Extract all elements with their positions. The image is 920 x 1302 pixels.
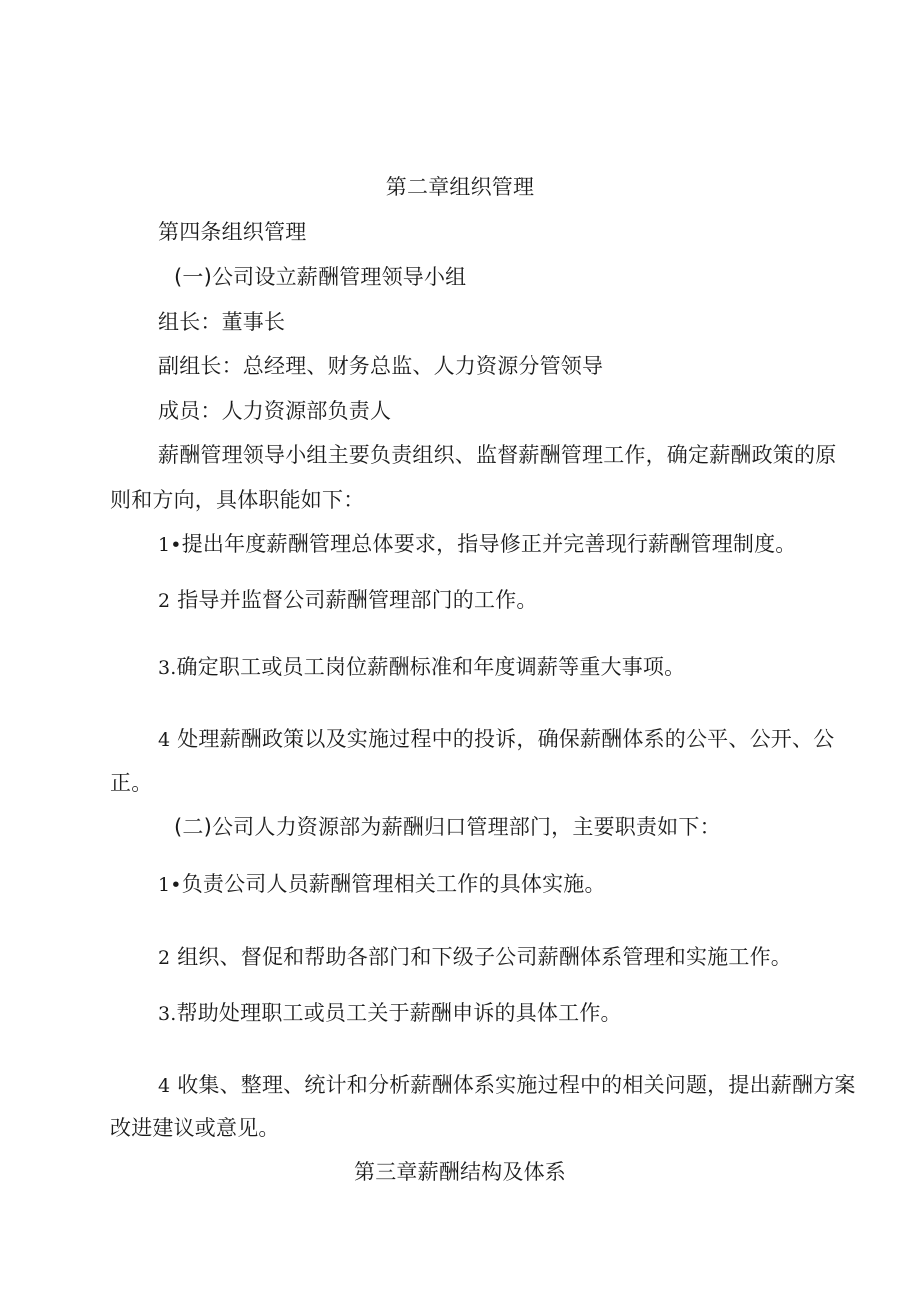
- section-1-heading: (一)公司设立薪酬管理领导小组: [174, 265, 467, 289]
- item-number: 3.: [158, 657, 177, 679]
- list-item: [158, 724, 834, 755]
- item-number: 1•: [158, 874, 182, 896]
- list-item: [158, 942, 792, 973]
- deputy-leader-line: 副组长：总经理、财务总监、人力资源分管领导: [158, 354, 604, 378]
- intro-paragraph-line-2: 则和方向，具体职能如下：: [110, 488, 365, 512]
- chapter-2-title: 第二章组织管理: [385, 175, 535, 199]
- item-number: 2: [158, 947, 171, 969]
- item-number: 4: [158, 729, 171, 751]
- item-text: 组织、督促和帮助各部门和下级子公司薪酬体系管理和实施工作。: [177, 945, 792, 969]
- list-item-continuation: 正。: [110, 771, 153, 795]
- list-item: [158, 529, 797, 560]
- article-4-title: 第四条组织管理: [158, 220, 307, 244]
- list-item: [158, 1070, 856, 1101]
- item-text: 负责公司人员薪酬管理相关工作的具体实施。: [181, 872, 606, 896]
- item-number: 2: [158, 590, 171, 612]
- section-2-heading: (二)公司人力资源部为薪酬归口管理部门，主要职责如下：: [174, 815, 721, 839]
- intro-paragraph-line-1: 薪酬管理领导小组主要负责组织、监督薪酬管理工作，确定薪酬政策的原: [158, 443, 837, 467]
- list-item: [158, 869, 606, 900]
- item-text: 指导并监督公司薪酬管理部门的工作。: [177, 588, 538, 612]
- chapter-3-title: 第三章薪酬结构及体系: [354, 1160, 566, 1184]
- item-text: 处理薪酬政策以及实施过程中的投诉，确保薪酬体系的公平、公开、公: [177, 727, 835, 751]
- item-number: 3.: [158, 1003, 177, 1025]
- list-item: [158, 998, 622, 1029]
- list-item: [158, 652, 685, 683]
- list-item: [158, 585, 538, 616]
- leader-line: 组长：董事长: [158, 310, 286, 334]
- item-text: 收集、整理、统计和分析薪酬体系实施过程中的相关问题，提出薪酬方案: [177, 1073, 856, 1097]
- item-number: 4: [158, 1075, 171, 1097]
- item-text: 提出年度薪酬管理总体要求，指导修正并完善现行薪酬管理制度。: [181, 532, 797, 556]
- list-item-continuation: 改进建议或意见。: [110, 1116, 280, 1140]
- members-line: 成员：人力资源部负责人: [158, 399, 392, 423]
- item-number: 1•: [158, 534, 182, 556]
- item-text: 帮助处理职工或员工关于薪酬申诉的具体工作。: [176, 1001, 622, 1025]
- item-text: 确定职工或员工岗位薪酬标准和年度调薪等重大事项。: [176, 655, 686, 679]
